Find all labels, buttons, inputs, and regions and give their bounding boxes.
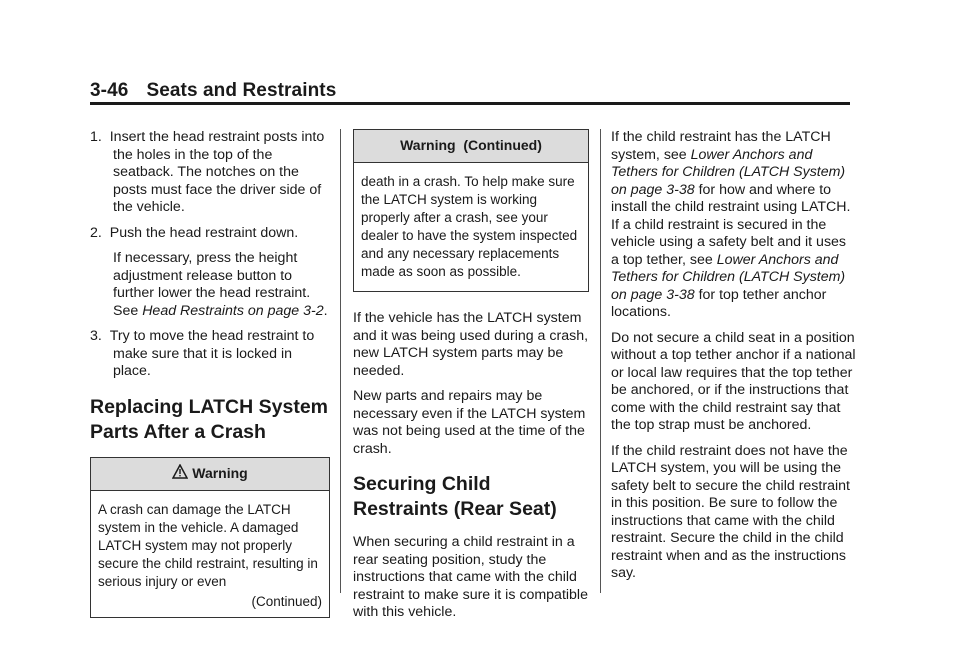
paragraph-text: for top tether anchor locations. (611, 286, 827, 320)
step-2 (90, 225, 330, 243)
paragraph: If the child restraint does not have the LATCH system, you will be using the safety belt to secure the child restraint in this position. Be sure to follow the instructions that came with the child restraint. Secure the child in the child restraint when and as the instructions say. (611, 442, 850, 581)
step-number: 2. (90, 224, 102, 241)
cross-reference-link[interactable]: Lower Anchors and Tethers for Children (LATCH System) on page 3-38 (611, 251, 846, 303)
paragraph: Do not secure a child seat in a position without a top tether anchor if a national or local law requires that the top tether be anchored, or if the instructions that come with the child restraint say that the top strap must be anchored. (611, 329, 856, 433)
paragraph: New parts and repairs may be necessary even if the LATCH system was not being used at the time of the crash. (353, 388, 586, 457)
column-divider (600, 129, 601, 593)
column-2 (353, 129, 589, 630)
column-1 (90, 129, 330, 618)
continued-label: (Continued) (251, 593, 322, 609)
warning-box-continued (353, 129, 589, 292)
step-number: 3. (90, 328, 102, 344)
warning-header (91, 458, 329, 491)
note-text: If necessary, press the height adjustment release button to further lower the head restraint. See (113, 250, 311, 319)
paragraph-text: for how and where to install the child restraint using LATCH. If a child restraint is secured in the vehicle using a safety belt and it uses a top tether, see (611, 181, 851, 268)
warning-body (354, 163, 588, 291)
step-3 (90, 328, 330, 381)
warning-text: A crash can damage the LATCH system in the vehicle. A damaged LATCH system may not properly secure the child restraint, resulting in serious injury or even (98, 501, 318, 589)
header-title (90, 80, 336, 102)
warning-header (354, 130, 588, 163)
column-divider (340, 129, 341, 593)
cross-reference-link[interactable]: Head Restraints on page 3-2 (142, 302, 324, 319)
warning-title: Warning (192, 464, 248, 481)
warning-body (91, 491, 329, 617)
step-1 (90, 129, 330, 217)
step-text: Push the head restraint down. (109, 224, 299, 241)
cross-reference-link[interactable]: Lower Anchors and Tethers for Children (LATCH System) on page 3-38 (611, 146, 846, 198)
paragraph-text: If the child restraint has the LATCH system, see (611, 129, 831, 163)
step-text: Try to move the head restraint to make sure that it is locked in place. (109, 328, 315, 379)
section-heading: Replacing LATCH System Parts After a Crash (90, 395, 329, 443)
warning-title: Warning (Continued) (400, 137, 542, 154)
step-text: Insert the head restraint posts into the holes in the top of the seatback. The notches on the posts must face the driver side of the vehicle. (109, 129, 325, 215)
section-title: Seats and Restraints (146, 80, 337, 101)
warning-text: death in a crash. To help make sure the LATCH system is working properly after a crash, see your dealer to have the system inspected and any necessary replacements made as soon as possible. (361, 174, 578, 279)
paragraph (611, 129, 856, 322)
column-3 (611, 129, 856, 591)
step-2-note (90, 250, 330, 320)
warning-box (90, 457, 330, 618)
page-number: 3-46 (90, 80, 129, 101)
section-heading: Securing Child Restraints (Rear Seat) (353, 473, 557, 520)
step-number: 1. (90, 129, 102, 145)
header-rule (90, 102, 850, 105)
note-text: . (323, 302, 328, 319)
paragraph: When securing a child restraint in a rear seating position, study the instructions that came with the child restraint to make sure it is compatible with this vehicle. (353, 534, 588, 620)
warning-triangle-icon (172, 464, 188, 484)
paragraph: If the vehicle has the LATCH system and it was being used during a crash, new LATCH system parts may be needed. (353, 310, 589, 379)
